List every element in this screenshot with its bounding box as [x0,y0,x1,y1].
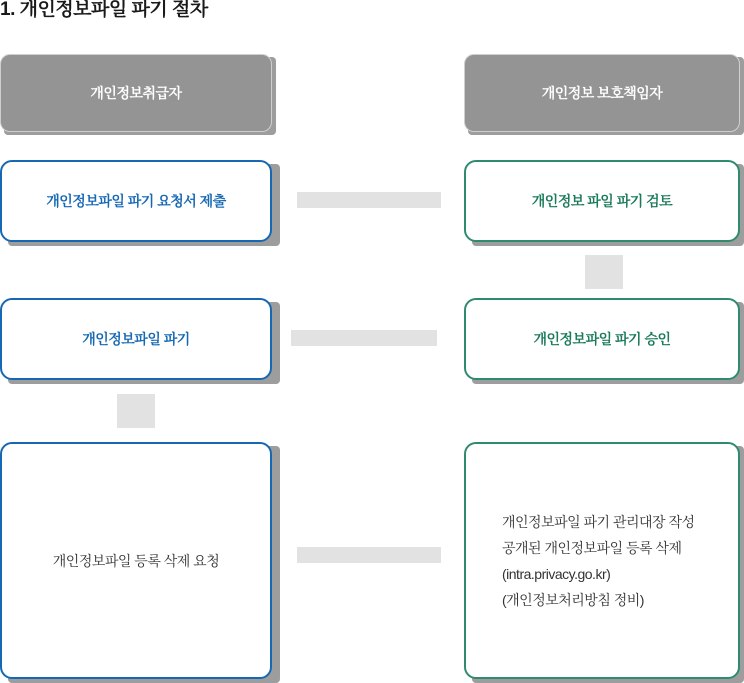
page-title: 1. 개인정보파일 파기 절차 [0,0,208,20]
step-right-3-line-3: (intra.privacy.go.kr) [502,565,611,582]
arrow-delete-request-to-register [297,547,441,563]
step-left-3-label: 개인정보파일 등록 삭제 요청 [52,552,220,569]
arrow-destroy-to-delete-request [117,394,155,428]
step-right-2-label: 개인정보파일 파기 승인 [533,331,671,347]
role-header-right-label: 개인정보 보호책임자 [541,85,663,101]
step-right-3-line-2: 공개된 개인정보파일 등록 삭제 [502,539,682,556]
step-left-1-label: 개인정보파일 파기 요청서 제출 [46,193,226,209]
step-left-3[interactable] [0,442,272,679]
step-right-3-line-4: (개인정보처리방침 정비) [502,591,644,608]
step-right-3-line-1: 개인정보파일 파기 관리대장 작성 [502,513,695,530]
arrow-review-to-approval [585,255,623,289]
step-right-3-lines [502,509,695,613]
step-right-1[interactable] [464,160,740,242]
step-left-2[interactable] [0,298,272,380]
arrow-approval-to-destroy [291,330,437,346]
step-left-1[interactable] [0,160,272,242]
role-header-left-label: 개인정보취급자 [90,85,182,101]
step-right-3[interactable] [464,442,740,679]
role-header-right [464,54,740,132]
role-header-left [0,54,272,132]
step-right-1-label: 개인정보 파일 파기 검토 [531,193,673,209]
arrow-request-to-review [297,192,441,208]
step-right-2[interactable] [464,298,740,380]
step-left-2-label: 개인정보파일 파기 [82,331,190,347]
